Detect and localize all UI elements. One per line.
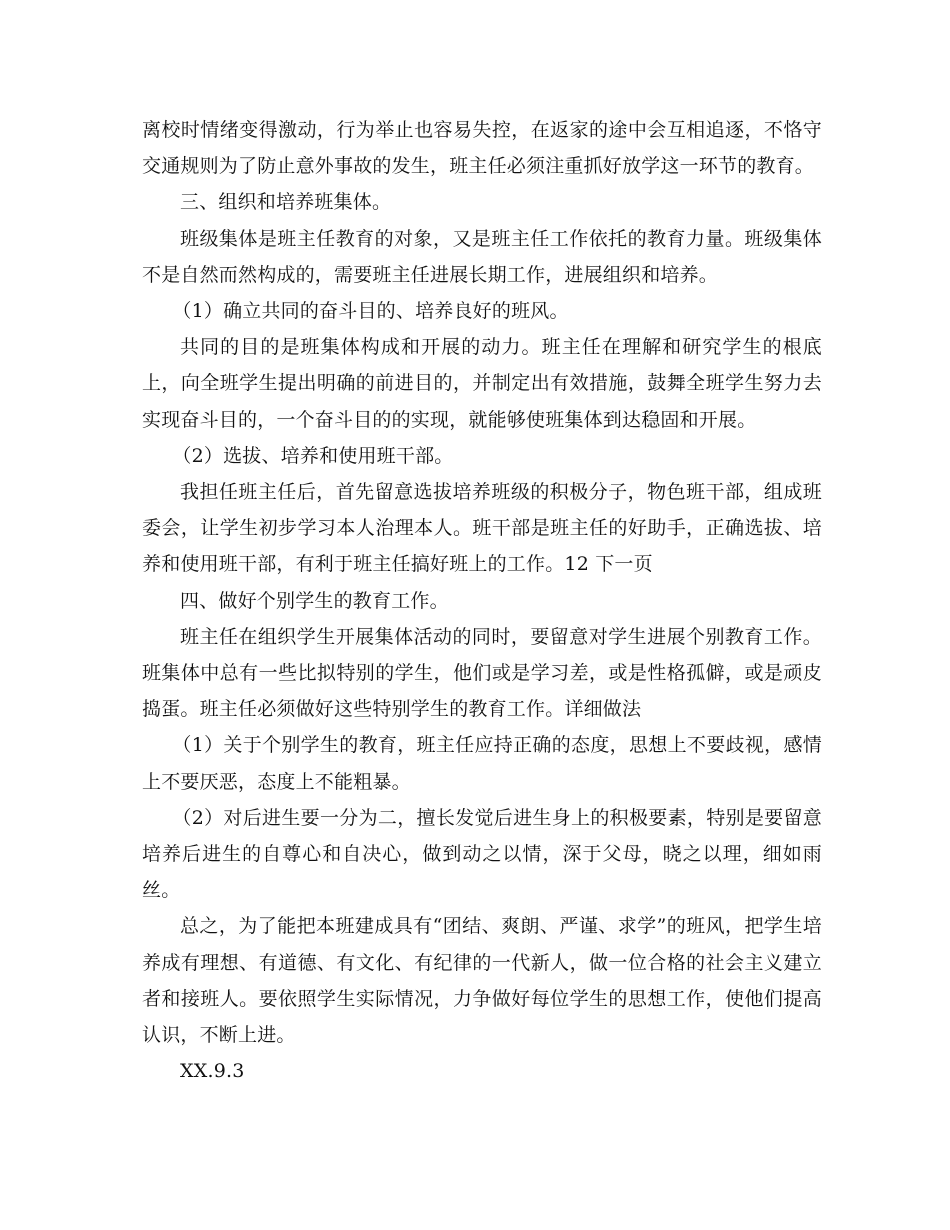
list-item-2: （2）对后进生要一分为二，擅长发觉后进生身上的积极要素，特别是要留意培养后进生的自尊心和自决心，做到动之以情，深于父母，晓之以理，细如雨丝。 xyxy=(142,806,822,902)
paragraph: 我担任班主任后，首先留意选拔培养班级的积极分子，物色班干部，组成班委会，让学生初步学习本人治理本人。班干部是班主任的好助手，正确选拔、培养和使用班干部，有利于班主任搞好班上的工作。12 下一页 xyxy=(142,481,822,576)
document-date: XX.9.3 xyxy=(180,1060,245,1083)
document-body xyxy=(142,112,822,1089)
paragraph-continuation: 离校时情绪变得激动，行为举止也容易失控，在返家的途中会互相追逐，不恪守交通规则为了防止意外事故的发生，班主任必须注重抓好放学这一环节的教育。 xyxy=(142,119,822,178)
section-heading-3: 三、组织和培养班集体。 xyxy=(180,191,392,214)
paragraph: 班主任在组织学生开展集体活动的同时，要留意对学生进展个别教育工作。班集体中总有一些比拟特别的学生，他们或是学习差，或是性格孤僻，或是顽皮捣蛋。班主任必须做好这些特别学生的教育工作。详细做法 xyxy=(142,625,822,721)
subheading-item-1: （1）确立共同的奋斗目的、培养良好的班风。 xyxy=(172,300,569,323)
paragraph: 共同的目的是班集体构成和开展的动力。班主任在理解和研究学生的根底上，向全班学生提出明确的前进目的，并制定出有效措施，鼓舞全班学生努力去实现奋斗目的，一个奋斗目的的实现，就能够使班集体到达稳固和开展。 xyxy=(142,336,822,431)
paragraph: 班级集体是班主任教育的对象，又是班主任工作依托的教育力量。班级集体不是自然而然构成的，需要班主任进展长期工作，进展组织和培养。 xyxy=(142,227,822,286)
list-item-1: （1）关于个别学生的教育，班主任应持正确的态度，思想上不要歧视，感情上不要厌恶，态度上不能粗暴。 xyxy=(142,734,822,793)
subheading-item-2: （2）选拔、培养和使用班干部。 xyxy=(172,444,454,467)
paragraph-conclusion: 总之，为了能把本班建成具有“团结、爽朗、严谨、求学”的班风，把学生培养成有理想、有道德、有文化、有纪律的一代新人，做一位合格的社会主义建立者和接班人。要依照学生实际情况，力争做好每位学生的思想工作，使他们提高认识，不断上进。 xyxy=(142,915,822,1047)
section-heading-4: 四、做好个别学生的教育工作。 xyxy=(180,589,449,612)
